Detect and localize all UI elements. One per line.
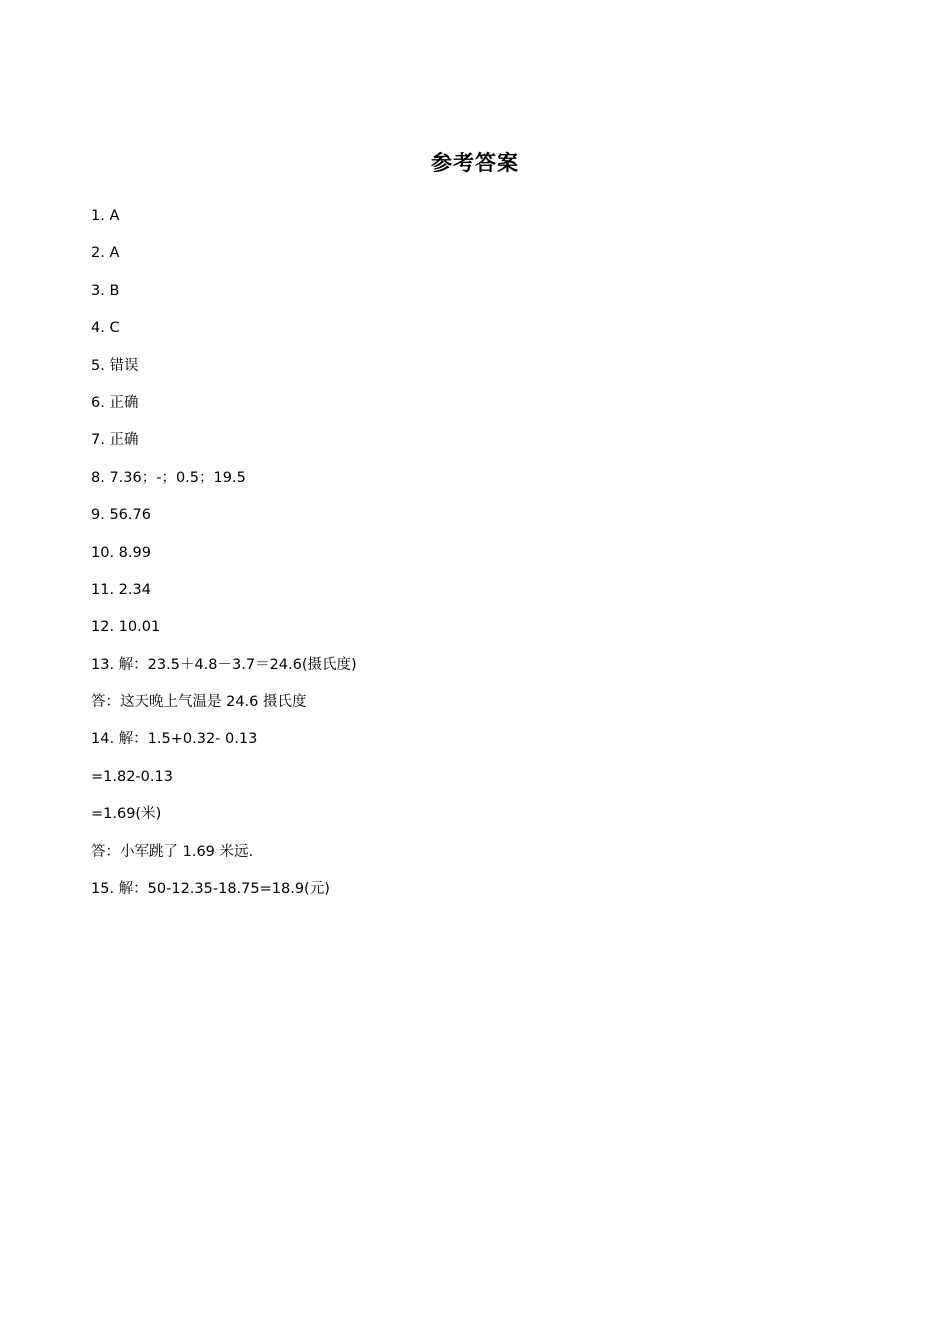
answer-line-13-conclusion: 答：这天晚上气温是 24.6 摄氏度 <box>91 694 307 711</box>
answer-line-15: 15. 解：50-12.35-18.75=18.9(元) <box>91 881 330 898</box>
answer-line-14: 14. 解：1.5+0.32- 0.13 <box>91 731 258 748</box>
answer-line-3: 3. B <box>91 282 120 299</box>
page-title: 参考答案 <box>431 151 519 175</box>
answer-line-8: 8. 7.36；-；0.5；19.5 <box>91 469 246 486</box>
answer-line-14-step-2: =1.82-0.13 <box>91 768 173 785</box>
answer-line-10: 10. 8.99 <box>91 544 151 561</box>
answer-line-11: 11. 2.34 <box>91 581 151 598</box>
answer-line-14-step-3: =1.69(米) <box>91 806 162 823</box>
answer-line-9: 9. 56.76 <box>91 507 151 524</box>
answer-line-1: 1. A <box>91 208 120 224</box>
answer-line-13: 13. 解：23.5＋4.8－3.7＝24.6(摄氏度) <box>91 656 357 673</box>
answer-line-7: 7. 正确 <box>91 432 139 449</box>
answer-line-14-conclusion: 答：小军跳了 1.69 米远. <box>91 843 254 860</box>
answer-line-2: 2. A <box>91 245 120 262</box>
answer-line-6: 6. 正确 <box>91 394 139 411</box>
answer-line-5: 5. 错误 <box>91 357 139 374</box>
answer-list <box>91 204 357 914</box>
answer-line-4: 4. C <box>91 320 120 337</box>
answer-line-12: 12. 10.01 <box>91 619 161 636</box>
